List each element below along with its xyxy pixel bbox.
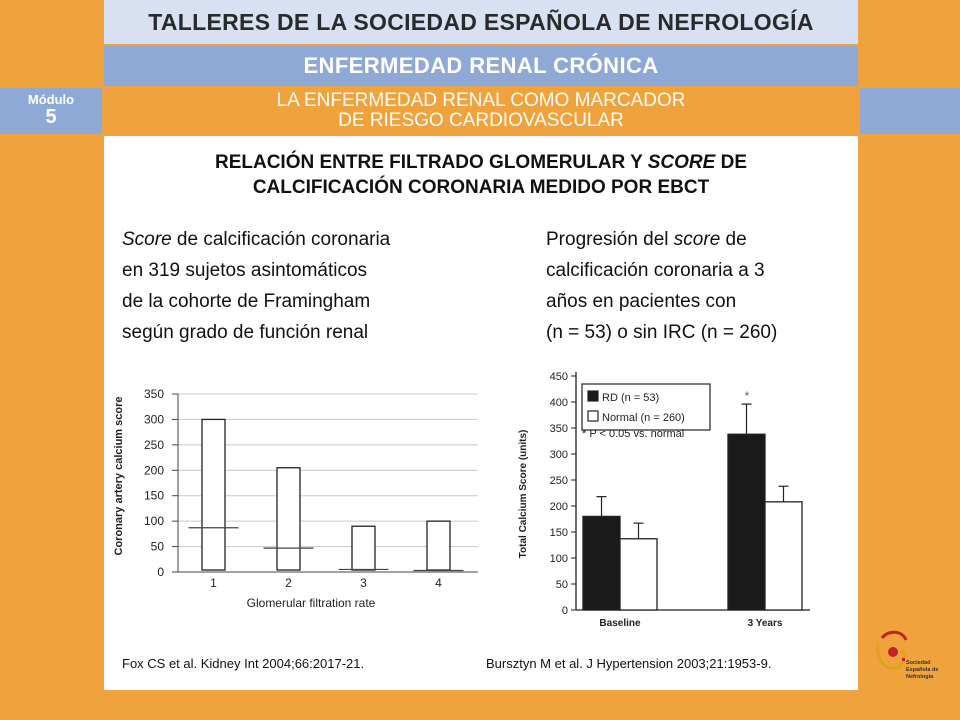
slide-title <box>104 150 858 200</box>
chart1-y-tick-label: 350 <box>143 387 164 401</box>
chart1-y-tick-label: 250 <box>143 437 164 452</box>
right-desc-line3: años en pacientes con <box>546 291 737 312</box>
chart2-bar <box>765 502 802 610</box>
chart2-y-tick-label: 450 <box>549 371 568 383</box>
sen-logo-text <box>906 660 938 681</box>
chart2-y-tick-label: 0 <box>561 605 568 617</box>
chart2-y-tick-label: 50 <box>555 579 568 591</box>
chart2-y-tick-label: 100 <box>549 553 568 565</box>
left-description <box>122 224 390 348</box>
chart1-bars <box>189 419 464 570</box>
progression-calcium-chart <box>510 366 830 636</box>
left-desc-italic: Score <box>122 229 172 250</box>
chart1-y-tick-label: 50 <box>150 539 164 554</box>
chart2-y-tick-label: 400 <box>549 397 568 409</box>
module-title <box>104 88 858 131</box>
module-label: Módulo <box>27 92 75 107</box>
workshop-title: TALLERES DE LA SOCIEDAD ESPAÑOLA DE NEFROLOGÍA <box>148 9 814 35</box>
right-desc-text: de <box>720 229 747 250</box>
chart2-bar <box>620 539 657 610</box>
chart1-x-tick-label: 4 <box>435 576 442 590</box>
chart2-legend-swatch <box>588 411 598 421</box>
left-desc-line3: de la cohorte de Framingham <box>122 291 371 312</box>
gfr-calcium-chart <box>108 378 488 618</box>
slide-title-part: RELACIÓN ENTRE FILTRADO GLOMERULAR Y <box>214 152 648 173</box>
left-desc-text: de calcificación coronaria <box>171 229 391 250</box>
module-title-line1: LA ENFERMEDAD RENAL COMO MARCADOR <box>276 90 686 111</box>
chart1-y-tick-label: 0 <box>157 565 164 579</box>
chart2-y-axis-label: Total Calcium Score (units) <box>518 429 529 559</box>
chart2-legend-swatch <box>588 391 598 401</box>
chart1-bar <box>277 468 300 570</box>
chart2-y-tick-label: 150 <box>549 527 568 539</box>
chart2-bar <box>728 434 765 610</box>
chart1-x-tick-label: 1 <box>210 576 217 590</box>
chart2-significance-marker: * <box>744 389 750 404</box>
right-desc-line4: (n = 53) o sin IRC (n = 260) <box>546 322 778 343</box>
citation-right: Bursztyn M et al. J Hypertension 2003;21:1953-9. <box>486 656 772 671</box>
logo-line1: Sociedad <box>906 660 931 666</box>
slide-title-line2: CALCIFICACIÓN CORONARIA MEDIDO POR EBCT <box>252 177 710 198</box>
slide-title-italic: SCORE <box>647 152 716 173</box>
right-desc-italic: score <box>673 229 721 250</box>
module-title-line2: DE RIESGO CARDIOVASCULAR <box>338 110 624 131</box>
chart1-x-tick-label: 3 <box>360 576 367 590</box>
chart1-y-tick-label: 150 <box>143 488 164 503</box>
chart1-x-tick-label: 2 <box>285 576 292 590</box>
chart2-legend-label: RD (n = 53) <box>602 392 660 404</box>
section-title: ENFERMEDAD RENAL CRÓNICA <box>303 53 659 78</box>
chart1-bar <box>427 521 450 570</box>
chart1-y-tick-label: 100 <box>143 514 164 529</box>
chart2-x-tick-label: 3 Years <box>747 618 783 629</box>
slide-title-part: DE <box>715 152 748 173</box>
chart2-x-tick-label: Baseline <box>599 618 641 629</box>
citation-left: Fox CS et al. Kidney Int 2004;66:2017-21. <box>122 656 365 671</box>
chart1-bar <box>352 526 375 570</box>
chart2-y-tick-label: 350 <box>549 423 568 435</box>
chart2-legend-label: Normal (n = 260) <box>602 412 685 424</box>
chart1-y-tick-label: 200 <box>143 463 164 478</box>
left-desc-line4: según grado de función renal <box>122 322 369 343</box>
chart1-bar <box>202 419 225 570</box>
right-desc-line2: calcificación coronaria a 3 <box>546 260 765 281</box>
logo-line3: Nefrología <box>906 674 934 680</box>
chart1-x-axis-label: Glomerular filtration rate <box>246 596 376 610</box>
left-desc-line2: en 319 sujetos asintomáticos <box>122 260 368 281</box>
chart1-y-tick-label: 300 <box>143 412 164 427</box>
chart2-y-tick-label: 200 <box>549 501 568 513</box>
chart2-legend <box>582 384 710 430</box>
right-description <box>546 224 777 348</box>
chart1-y-axis-label: Coronary artery calcium score <box>113 396 125 556</box>
right-desc-text: Progresión del <box>546 229 674 250</box>
chart2-bar <box>583 516 620 610</box>
chart2-significance-note: * P < 0.05 vs. normal <box>582 428 685 440</box>
right-accent-block <box>860 88 960 134</box>
chart2-y-tick-label: 300 <box>549 449 568 461</box>
logo-line2: Española de <box>906 667 939 673</box>
chart2-y-tick-label: 250 <box>549 475 568 487</box>
module-number: 5 <box>45 106 57 128</box>
